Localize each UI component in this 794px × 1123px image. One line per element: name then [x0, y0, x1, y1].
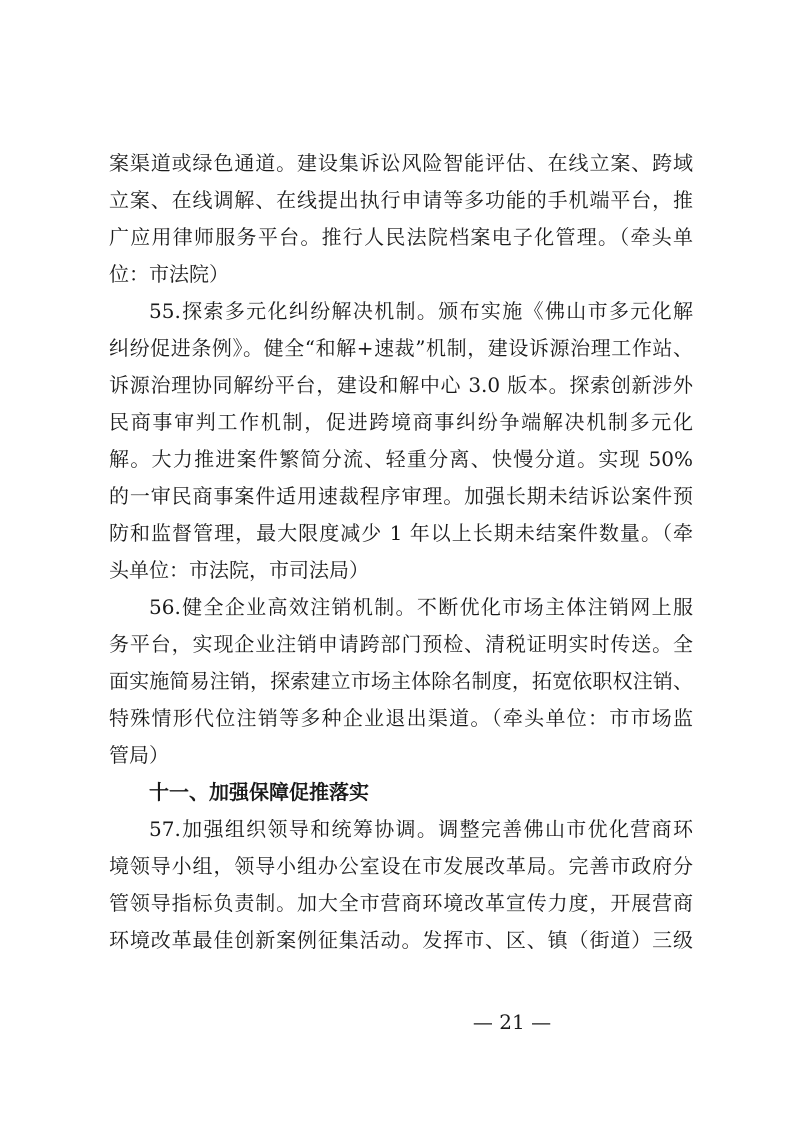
- paragraph-line: 诉源治理协同解纷平台，建设和解中心 3.0 版本。探索创新涉外: [109, 373, 693, 397]
- paragraph-line: 环境改革最佳创新案例征集活动。发挥市、区、镇（街道）三级: [109, 928, 693, 952]
- paragraph-line: 头单位：市法院，市司法局）: [109, 558, 369, 582]
- paragraph-line: 纠纷促进条例》。健全“和解+速裁”机制，建设诉源治理工作站、: [109, 336, 693, 360]
- paragraph-line: 管领导指标负责制。加大全市营商环境改革宣传力度，开展营商: [109, 891, 693, 915]
- paragraph-line: 务平台，实现企业注销申请跨部门预检、清税证明实时传送。全: [109, 632, 693, 656]
- paragraph-line: 案渠道或绿色通道。建设集诉讼风险智能评估、在线立案、跨域: [109, 151, 693, 175]
- paragraph-line: 管局）: [109, 743, 169, 767]
- section-heading: 十一、加强保障促推落实: [149, 780, 369, 804]
- paragraph-line: 解。大力推进案件繁简分流、轻重分离、快慢分道。实现 50%: [109, 447, 693, 471]
- body-text: [109, 145, 693, 959]
- page-number: — 21 —: [472, 1010, 552, 1034]
- paragraph-line: 民商事审判工作机制，促进跨境商事纠纷争端解决机制多元化: [109, 410, 693, 434]
- paragraph-line: 的一审民商事案件适用速裁程序审理。加强长期未结诉讼案件预: [109, 484, 693, 508]
- paragraph-line: 57.加强组织领导和统筹协调。调整完善佛山市优化营商环: [149, 817, 693, 841]
- paragraph-line: 55.探索多元化纠纷解决机制。颁布实施《佛山市多元化解: [149, 299, 693, 323]
- paragraph-line: 位：市法院）: [109, 262, 229, 286]
- paragraph-line: 特殊情形代位注销等多种企业退出渠道。（牵头单位：市市场监: [109, 706, 693, 730]
- paragraph-line: 防和监督管理，最大限度减少 1 年以上长期未结案件数量。（牵: [109, 521, 693, 545]
- paragraph-line: 面实施简易注销，探索建立市场主体除名制度，拓宽依职权注销、: [109, 669, 693, 693]
- paragraph-line: 立案、在线调解、在线提出执行申请等多功能的手机端平台，推: [109, 188, 693, 212]
- paragraph-line: 广应用律师服务平台。推行人民法院档案电子化管理。（牵头单: [109, 225, 693, 249]
- paragraph-line: 境领导小组，领导小组办公室设在市发展改革局。完善市政府分: [109, 854, 693, 878]
- paragraph-line: 56.健全企业高效注销机制。不断优化市场主体注销网上服: [149, 595, 693, 619]
